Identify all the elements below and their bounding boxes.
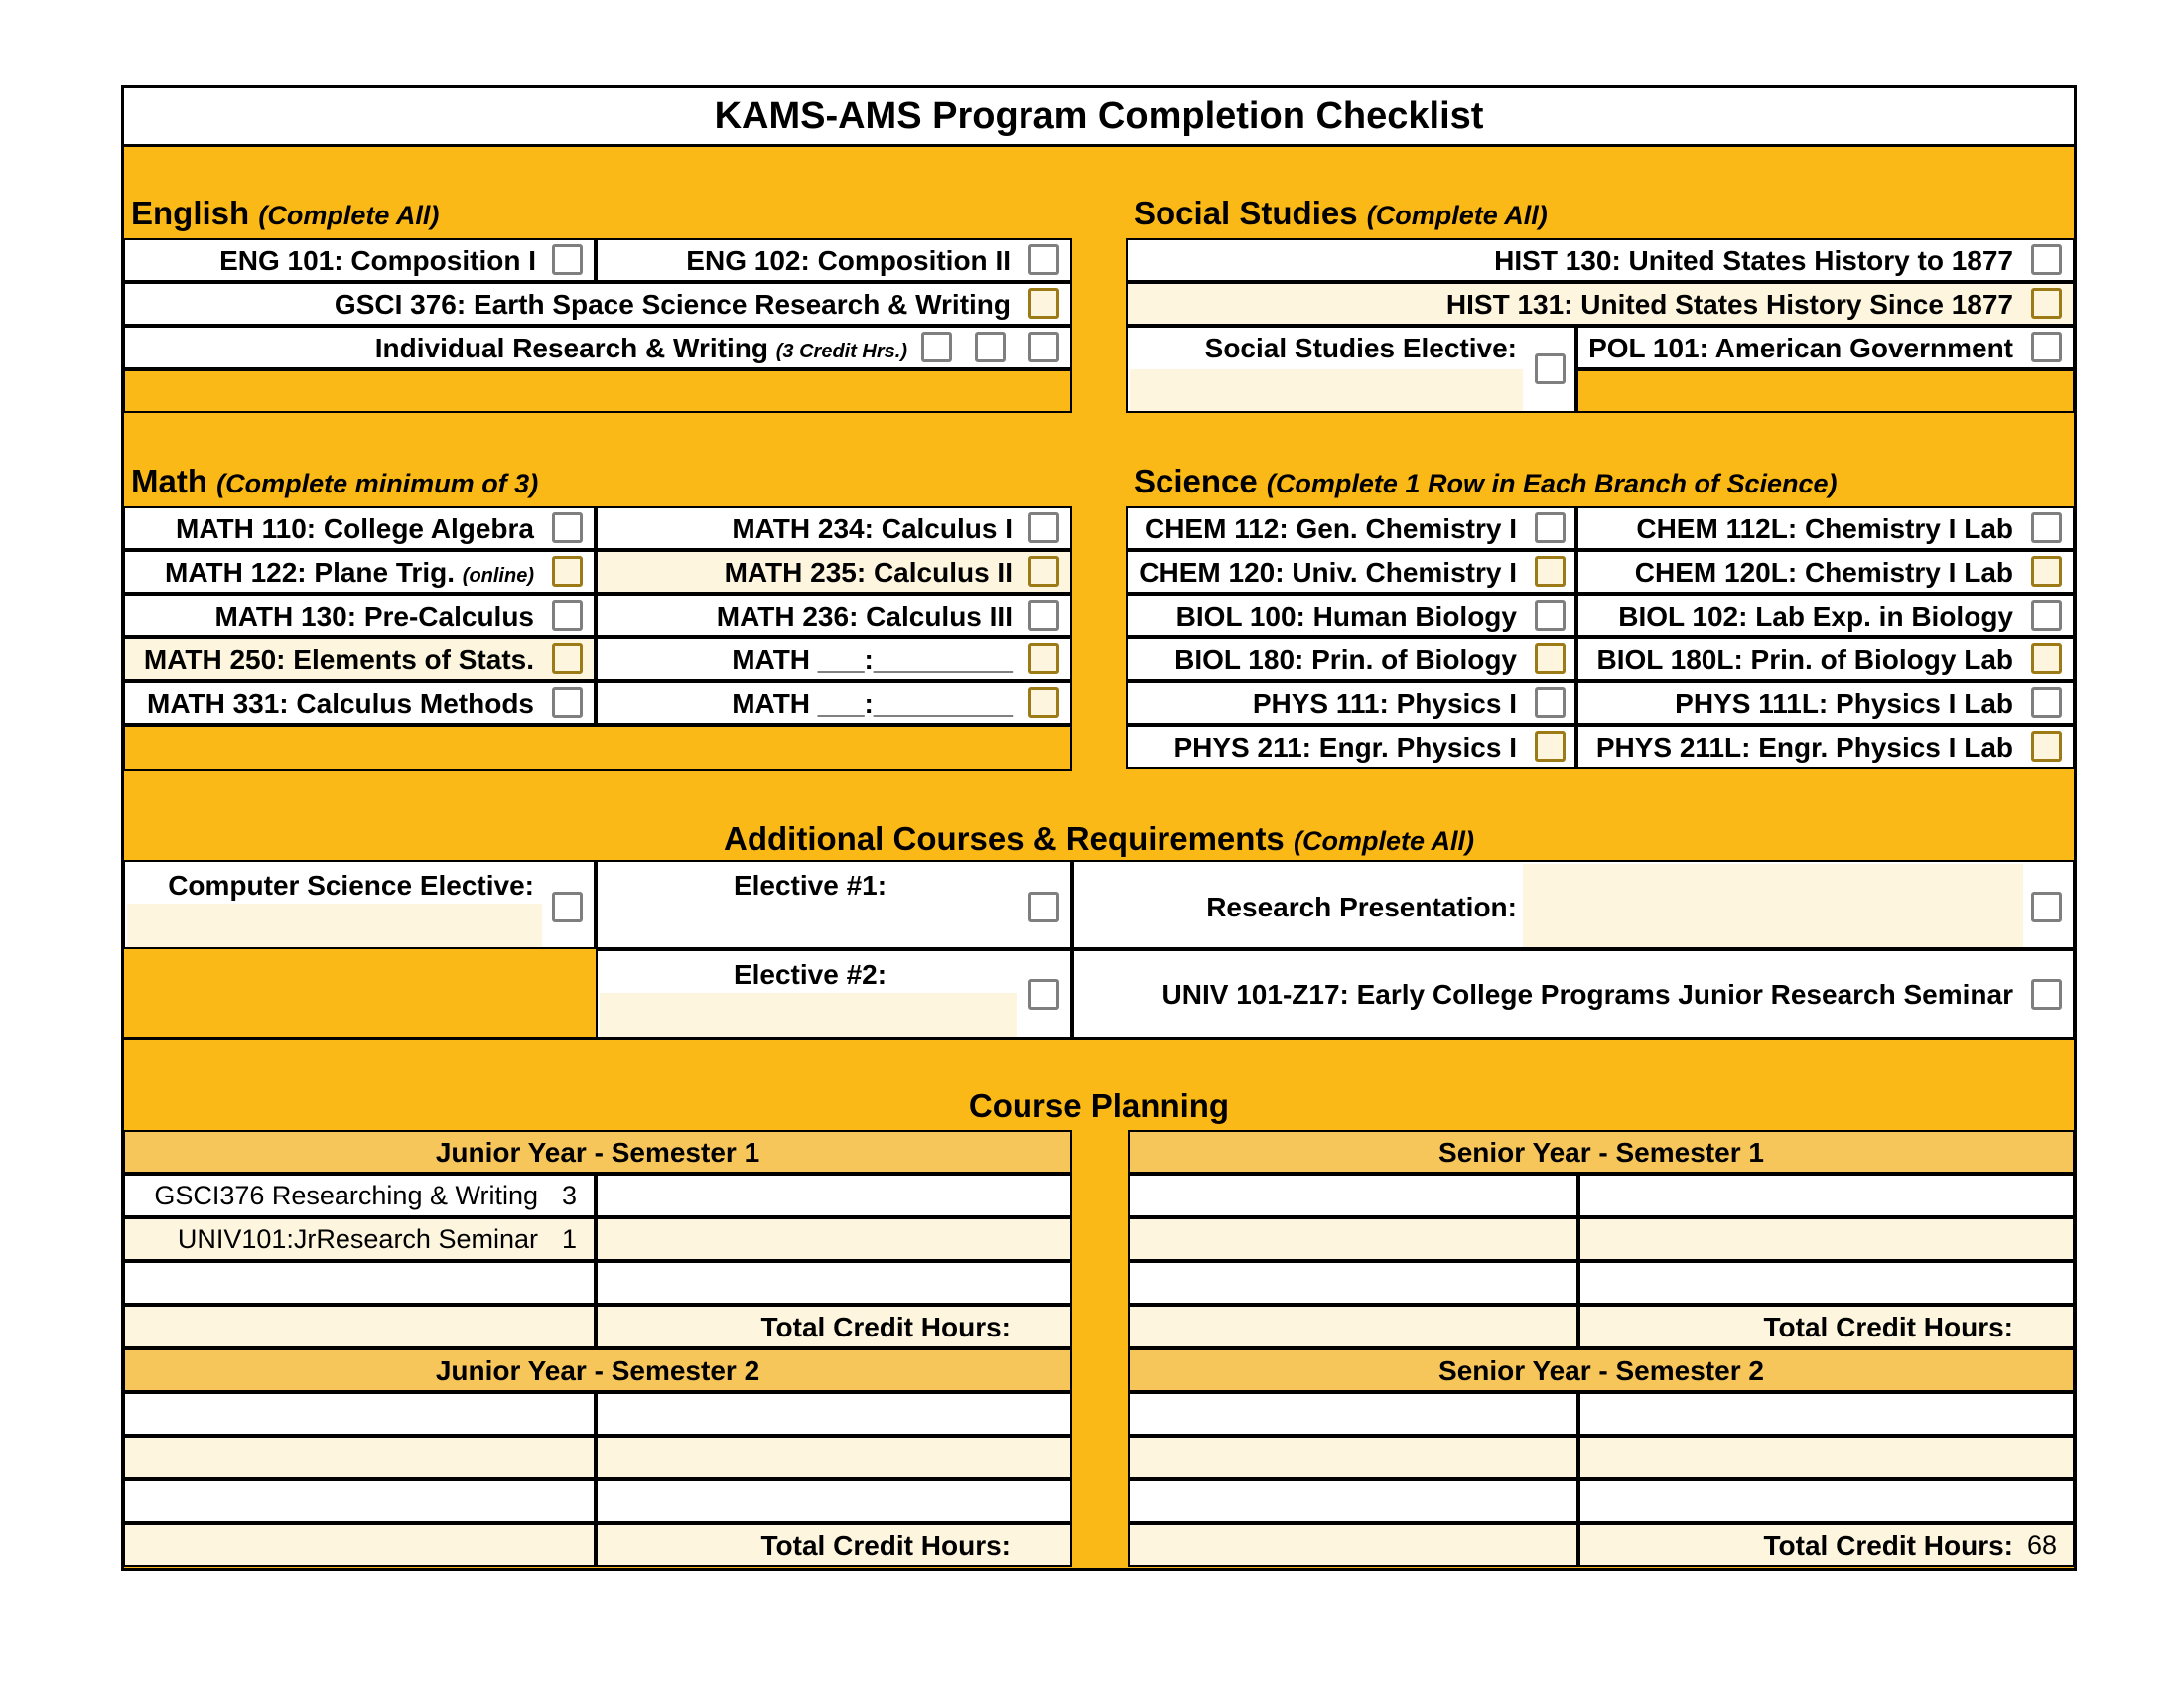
elective2-checkbox[interactable]: [1028, 979, 1059, 1010]
cs-elective-label: Computer Science Elective:: [168, 870, 534, 901]
gsci376-label: GSCI 376: Earth Space Science Research & Writing: [334, 289, 1011, 320]
course-name-cell[interactable]: [123, 1479, 596, 1523]
course-name-cell[interactable]: [123, 1305, 596, 1348]
math-footer: [123, 725, 1072, 771]
science-right-checkbox[interactable]: [2031, 512, 2062, 543]
english-footer: [123, 369, 1072, 413]
course-name-cell[interactable]: [1128, 1523, 1578, 1567]
frame-bottom: [121, 1568, 2077, 1571]
planned-credits: 1: [562, 1224, 578, 1254]
hist131-checkbox[interactable]: [2031, 288, 2062, 319]
planned-credits: 3: [562, 1181, 578, 1210]
irw-label: Individual Research & Writing (3 Credit Hrs.): [374, 333, 907, 363]
science-header: Science (Complete 1 Row in Each Branch of Science): [1134, 463, 1838, 499]
m110-label: MATH 110: College Algebra: [176, 513, 534, 544]
math-blank2-label[interactable]: MATH ___:_________: [732, 688, 1013, 719]
m130-checkbox[interactable]: [552, 600, 583, 631]
science-left-label: PHYS 111: Physics I: [1252, 688, 1517, 719]
science-right-checkbox[interactable]: [2031, 556, 2062, 587]
course-detail-cell[interactable]: [596, 1217, 1072, 1261]
english-header: English (Complete All): [131, 195, 440, 231]
science-left-checkbox[interactable]: [1535, 512, 1566, 543]
cs-elective-checkbox[interactable]: [552, 892, 583, 922]
planned-course: GSCI376 Researching & Writing: [154, 1181, 538, 1210]
univ101-checkbox[interactable]: [2031, 979, 2062, 1010]
science-left-checkbox[interactable]: [1535, 687, 1566, 718]
science-right-label: CHEM 112L: Chemistry I Lab: [1636, 513, 2013, 544]
course-detail-cell[interactable]: [1578, 1261, 2075, 1305]
cs-elective-input[interactable]: [127, 904, 542, 947]
course-name-cell[interactable]: [1128, 1261, 1578, 1305]
semester-title: Junior Year - Semester 2: [435, 1355, 760, 1386]
univ101-label: UNIV 101-Z17: Early College Programs Junior Research Seminar: [1161, 979, 2013, 1010]
science-right-label: BIOL 102: Lab Exp. in Biology: [1618, 601, 2013, 632]
irw-checkbox-3[interactable]: [1028, 332, 1059, 362]
additional-header: Additional Courses & Requirements (Complete All): [724, 820, 1474, 857]
science-right-checkbox[interactable]: [2031, 687, 2062, 718]
frame-right: [2074, 85, 2077, 1571]
additional-bottom-rule: [121, 1037, 2077, 1040]
math-blank2-checkbox[interactable]: [1028, 687, 1059, 718]
science-left-checkbox[interactable]: [1535, 556, 1566, 587]
m110-checkbox[interactable]: [552, 512, 583, 543]
ss-elective-input[interactable]: [1130, 369, 1523, 411]
m236-label: MATH 236: Calculus III: [716, 601, 1013, 632]
irw-checkbox-1[interactable]: [921, 332, 952, 362]
m235-checkbox[interactable]: [1028, 556, 1059, 587]
social-footer: [1576, 369, 2075, 413]
course-detail-cell[interactable]: [1578, 1479, 2075, 1523]
hist130-checkbox[interactable]: [2031, 244, 2062, 275]
science-right-label: PHYS 111L: Physics I Lab: [1675, 688, 2013, 719]
course-name-cell[interactable]: [1128, 1174, 1578, 1217]
m234-label: MATH 234: Calculus I: [732, 513, 1013, 544]
science-left-label: BIOL 180: Prin. of Biology: [1174, 644, 1517, 675]
elective2-label: Elective #2:: [733, 959, 887, 990]
pol101-checkbox[interactable]: [2031, 332, 2062, 362]
total-credit-hours-label: Total Credit Hours:: [760, 1530, 1011, 1561]
course-detail-cell[interactable]: [1578, 1174, 2075, 1217]
course-name-cell[interactable]: [1128, 1305, 1578, 1348]
pol101-label: POL 101: American Government: [1588, 333, 2013, 363]
science-left-checkbox[interactable]: [1535, 643, 1566, 674]
planning-header: Course Planning: [968, 1087, 1230, 1124]
planned-course: UNIV101:JrResearch Seminar: [177, 1224, 538, 1254]
elective2-input[interactable]: [600, 993, 1017, 1037]
eng102-checkbox[interactable]: [1028, 244, 1059, 275]
course-name-cell[interactable]: [1128, 1217, 1578, 1261]
course-detail-cell[interactable]: [596, 1261, 1072, 1305]
course-detail-cell[interactable]: [596, 1479, 1072, 1523]
research-presentation-input[interactable]: [1523, 864, 2023, 947]
math-blank1-label[interactable]: MATH ___:_________: [732, 644, 1013, 675]
math-header: Math (Complete minimum of 3): [131, 463, 539, 499]
science-left-checkbox[interactable]: [1535, 731, 1566, 762]
course-detail-cell[interactable]: [1578, 1436, 2075, 1479]
eng101-checkbox[interactable]: [552, 244, 583, 275]
page-title: KAMS-AMS Program Completion Checklist: [714, 95, 1484, 137]
m130-label: MATH 130: Pre-Calculus: [214, 601, 534, 632]
eng101-label: ENG 101: Composition I: [219, 245, 536, 276]
semester-title: Junior Year - Semester 1: [435, 1137, 760, 1168]
elective1-label: Elective #1:: [733, 870, 887, 901]
hist130-label: HIST 130: United States History to 1877: [1494, 245, 2013, 276]
course-detail-cell[interactable]: [596, 1436, 1072, 1479]
m331-label: MATH 331: Calculus Methods: [147, 688, 534, 719]
course-name-cell[interactable]: [1128, 1392, 1578, 1436]
course-detail-cell[interactable]: [1578, 1217, 2075, 1261]
science-left-label: BIOL 100: Human Biology: [1175, 601, 1517, 632]
hist131-label: HIST 131: United States History Since 1877: [1445, 289, 2013, 320]
course-detail-cell[interactable]: [596, 1392, 1072, 1436]
research-presentation-checkbox[interactable]: [2031, 892, 2062, 922]
science-left-checkbox[interactable]: [1535, 600, 1566, 631]
m250-checkbox[interactable]: [552, 643, 583, 674]
research-presentation-label: Research Presentation:: [1206, 892, 1517, 922]
science-right-label: CHEM 120L: Chemistry I Lab: [1634, 557, 2013, 588]
section-divider: [1072, 147, 1128, 771]
science-left-label: PHYS 211: Engr. Physics I: [1173, 732, 1517, 763]
science-right-checkbox[interactable]: [2031, 731, 2062, 762]
science-right-label: PHYS 211L: Engr. Physics I Lab: [1595, 732, 2013, 763]
science-right-checkbox[interactable]: [2031, 600, 2062, 631]
math-blank1-checkbox[interactable]: [1028, 643, 1059, 674]
course-name-cell[interactable]: [123, 1392, 596, 1436]
course-detail-cell[interactable]: [596, 1174, 1072, 1217]
course-name-cell[interactable]: [1128, 1436, 1578, 1479]
m236-checkbox[interactable]: [1028, 600, 1059, 631]
total-credit-hours-label: Total Credit Hours:: [1763, 1312, 2013, 1342]
semester-title: Senior Year - Semester 2: [1438, 1355, 1764, 1386]
irw-checkbox-2[interactable]: [975, 332, 1006, 362]
elective1-checkbox[interactable]: [1028, 892, 1059, 922]
m122-checkbox[interactable]: [552, 556, 583, 587]
semester-title: Senior Year - Semester 1: [1438, 1137, 1764, 1168]
eng102-label: ENG 102: Composition II: [686, 245, 1011, 276]
m234-checkbox[interactable]: [1028, 512, 1059, 543]
ss-elective-label: Social Studies Elective:: [1204, 333, 1517, 363]
course-name-cell[interactable]: [123, 1436, 596, 1479]
total-credit-hours-value: 68: [2027, 1530, 2058, 1560]
course-name-cell[interactable]: [123, 1523, 596, 1567]
m331-checkbox[interactable]: [552, 687, 583, 718]
science-right-checkbox[interactable]: [2031, 643, 2062, 674]
total-credit-hours-label: Total Credit Hours:: [1763, 1530, 2013, 1561]
total-credit-hours-label: Total Credit Hours:: [760, 1312, 1011, 1342]
course-name-cell[interactable]: [1128, 1479, 1578, 1523]
m122-label: MATH 122: Plane Trig. (online): [165, 557, 534, 588]
science-left-label: CHEM 120: Univ. Chemistry I: [1139, 557, 1517, 588]
science-right-label: BIOL 180L: Prin. of Biology Lab: [1596, 644, 2013, 675]
m250-label: MATH 250: Elements of Stats.: [143, 644, 534, 675]
gsci376-checkbox[interactable]: [1028, 288, 1059, 319]
course-name-cell[interactable]: [123, 1261, 596, 1305]
frame-left: [121, 85, 124, 1571]
ss-elective-checkbox[interactable]: [1535, 353, 1566, 384]
course-detail-cell[interactable]: [1578, 1392, 2075, 1436]
social-header: Social Studies (Complete All): [1134, 195, 1548, 231]
science-left-label: CHEM 112: Gen. Chemistry I: [1144, 513, 1517, 544]
m235-label: MATH 235: Calculus II: [724, 557, 1013, 588]
